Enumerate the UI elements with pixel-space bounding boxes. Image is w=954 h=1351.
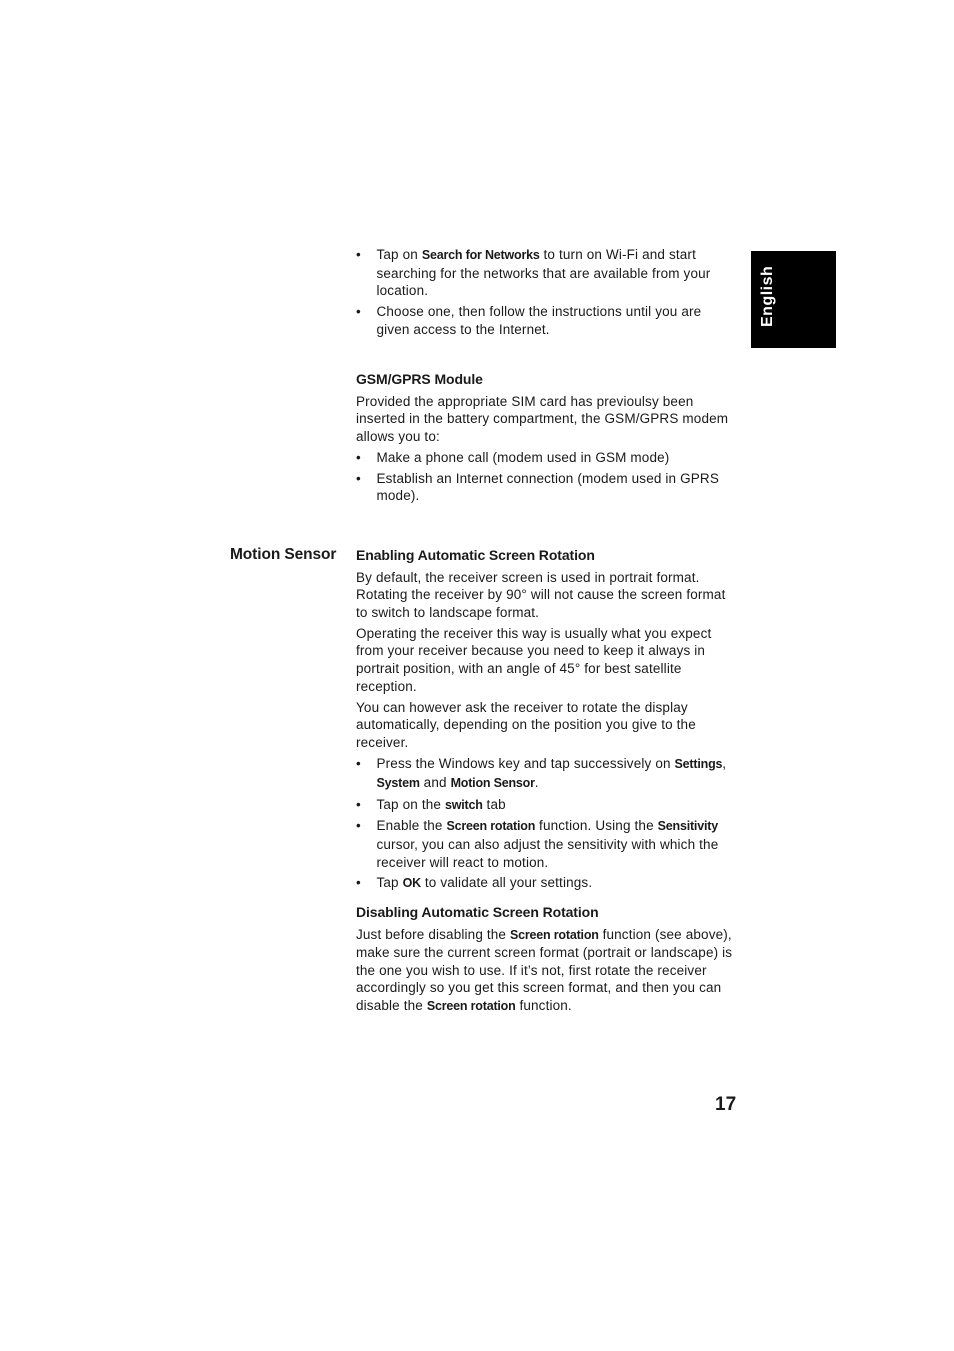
bold-term: Settings <box>674 757 723 772</box>
bullet-item: • Tap OK to validate all your settings. <box>356 874 736 893</box>
enabling-heading: Enabling Automatic Screen Rotation <box>356 547 595 563</box>
bold-term: Screen rotation <box>510 927 599 942</box>
bold-term: OK <box>402 876 421 891</box>
bullet-item: • Tap on the switch tab <box>356 796 736 815</box>
language-tab-label: English <box>759 265 776 327</box>
bold-term: Motion Sensor <box>450 775 535 790</box>
bullet-item: • Enable the Screen rotation function. Using the Sensitivity cursor, you can also adjust the sensitivity with which the receiver will react to motion. <box>356 817 736 871</box>
page-number: 17 <box>715 1094 737 1115</box>
gsm-intro: Provided the appropriate SIM card has previoulsy been inserted in the battery compartment, the GSM/GPRS modem allows you to: <box>356 393 729 444</box>
enabling-section <box>356 547 736 896</box>
gsm-bullet-list <box>356 449 736 505</box>
bold-term: Screen rotation <box>446 819 536 834</box>
bullet-item: • Tap on Search for Networks to turn on Wi-Fi and start searching for the networks that are available from your location. <box>356 246 736 300</box>
bold-term: Sensitivity <box>657 819 718 834</box>
wifi-bullet-list <box>356 246 736 338</box>
enabling-paragraph-1: By default, the receiver screen is used in portrait format. Rotating the receiver by 90° will not cause the screen format to switch to landscape format. <box>356 569 726 620</box>
bold-term: Search for Networks <box>421 248 540 262</box>
enabling-paragraph-2: Operating the receiver this way is usually what you expect from your receiver because you need to keep it always in portrait position, with an angle of 45° for best satellite reception. <box>356 625 712 694</box>
enabling-bullet-list <box>356 755 736 893</box>
motion-sensor-title: Motion Sensor <box>230 546 337 563</box>
bold-term: System <box>376 775 420 790</box>
disabling-section <box>356 904 736 1019</box>
bullet-item: • Establish an Internet connection (modem used in GPRS mode). <box>356 470 736 505</box>
wifi-section <box>356 246 736 342</box>
bullet-item: • Press the Windows key and tap successively on Settings, System and Motion Sensor. <box>356 755 736 792</box>
bullet-item: • Choose one, then follow the instructions until you are given access to the Internet. <box>356 303 736 338</box>
enabling-paragraph-3: You can however ask the receiver to rotate the display automatically, depending on the position you give to the receiver. <box>356 699 696 750</box>
gsm-section <box>356 371 736 508</box>
bold-term: Screen rotation <box>426 998 516 1013</box>
language-tab <box>751 251 836 348</box>
bold-term: switch <box>444 797 483 812</box>
disabling-heading: Disabling Automatic Screen Rotation <box>356 904 599 920</box>
bullet-item: • Make a phone call (modem used in GSM mode) <box>356 449 736 467</box>
disabling-paragraph: Just before disabling the Screen rotation function (see above), make sure the current screen format (portrait or landscape) is the one you wish to use. If it’s not, first rotate the receiver accordingly so you get this screen format, and then you can disable the Screen rotation function. <box>356 926 733 1013</box>
gsm-heading: GSM/GPRS Module <box>356 371 483 387</box>
